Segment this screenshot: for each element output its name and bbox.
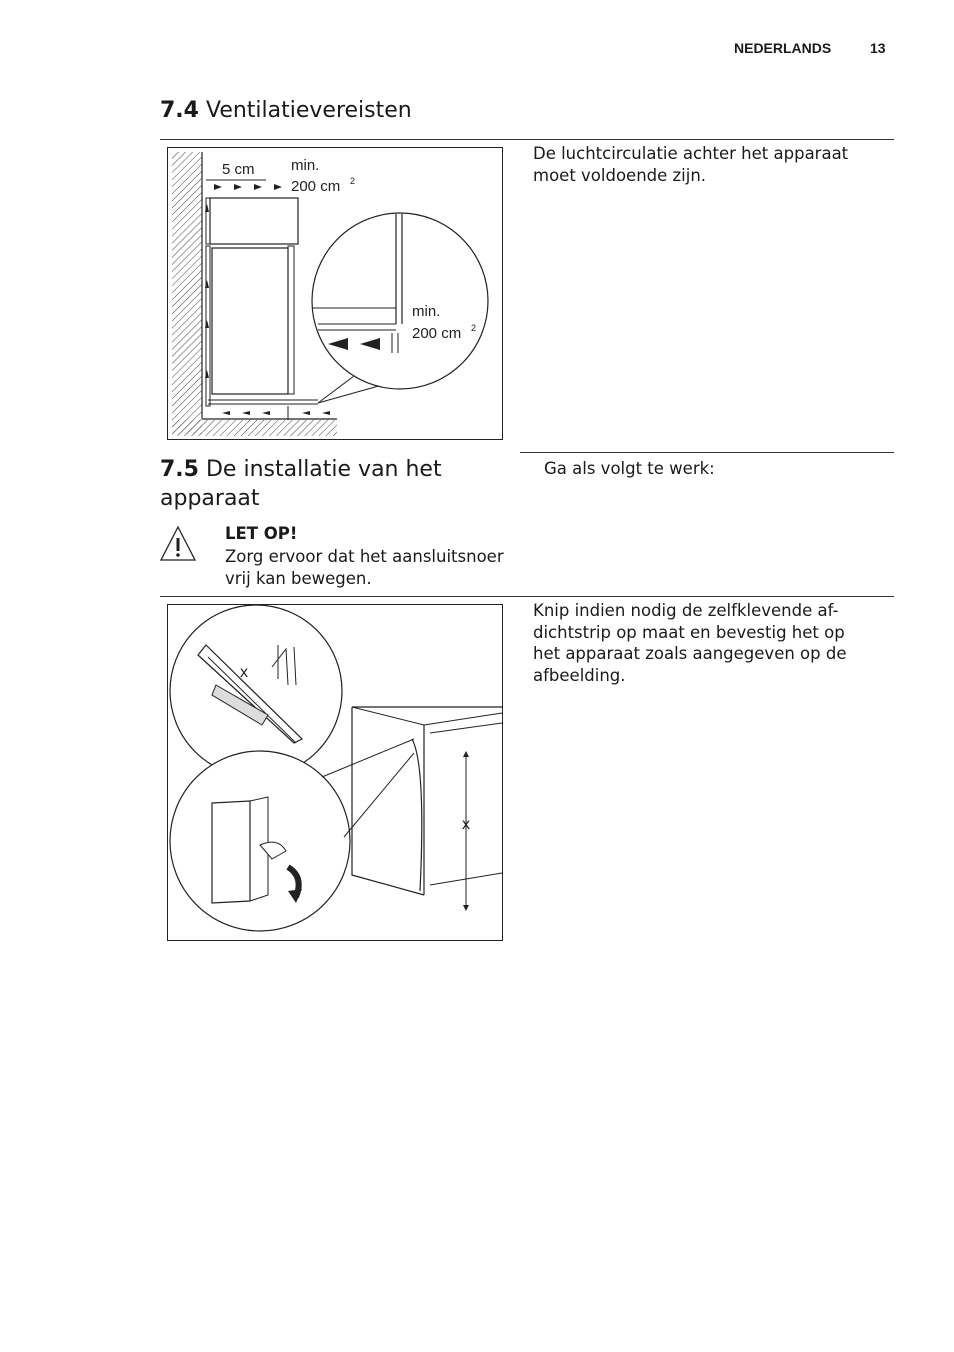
zoom-circle	[312, 213, 488, 389]
section-divider	[160, 139, 894, 140]
section-7-5-title	[160, 455, 500, 513]
section-number: 7.4	[160, 98, 199, 123]
warning-triangle-icon	[159, 524, 197, 564]
area-label-zoom: 200 cm	[412, 325, 462, 342]
section-divider	[520, 452, 894, 453]
section-heading-line2: apparaat	[160, 486, 260, 511]
header-language: NEDERLANDS	[734, 40, 832, 56]
superscript-zoom: 2	[471, 323, 477, 333]
sealing-strip-diagram	[168, 605, 502, 940]
x-label-top: x	[240, 664, 248, 681]
zoom-circle-fold	[170, 751, 350, 931]
wall-hatch	[172, 152, 202, 434]
area-label-top: 200 cm	[291, 178, 341, 195]
section-heading-line1: De installatie van het	[205, 457, 442, 482]
section-7-4-title	[160, 96, 412, 125]
section-divider	[160, 596, 894, 597]
ventilation-figure	[167, 147, 503, 440]
caution-text: Zorg ervoor dat het aansluitsnoer vrij kan bewegen.	[225, 547, 504, 588]
distance-label: 5 cm	[222, 161, 255, 178]
section-number: 7.5	[160, 457, 199, 482]
caution-label: LET OP!	[225, 524, 298, 543]
superscript-top: 2	[350, 176, 356, 186]
x-label-side: x	[462, 816, 470, 833]
ventilation-diagram	[168, 148, 502, 439]
min-label-zoom: min.	[412, 303, 441, 320]
page-number: 13	[870, 40, 886, 56]
installation-figure	[167, 604, 503, 941]
section-heading: Ventilatievereisten	[205, 98, 412, 123]
ventilation-text: De luchtcirculatie achter het apparaat moet voldoende zijn.	[533, 144, 849, 185]
floor-hatch	[172, 420, 337, 436]
step-text: Knip indien nodig de zelfklevende af-dichtstrip op maat en bevestig het op het apparaat zoals aangegeven op de afbeelding.	[533, 601, 847, 685]
intro-text: Ga als volgt te werk:	[544, 459, 715, 478]
min-label-top: min.	[291, 157, 320, 174]
